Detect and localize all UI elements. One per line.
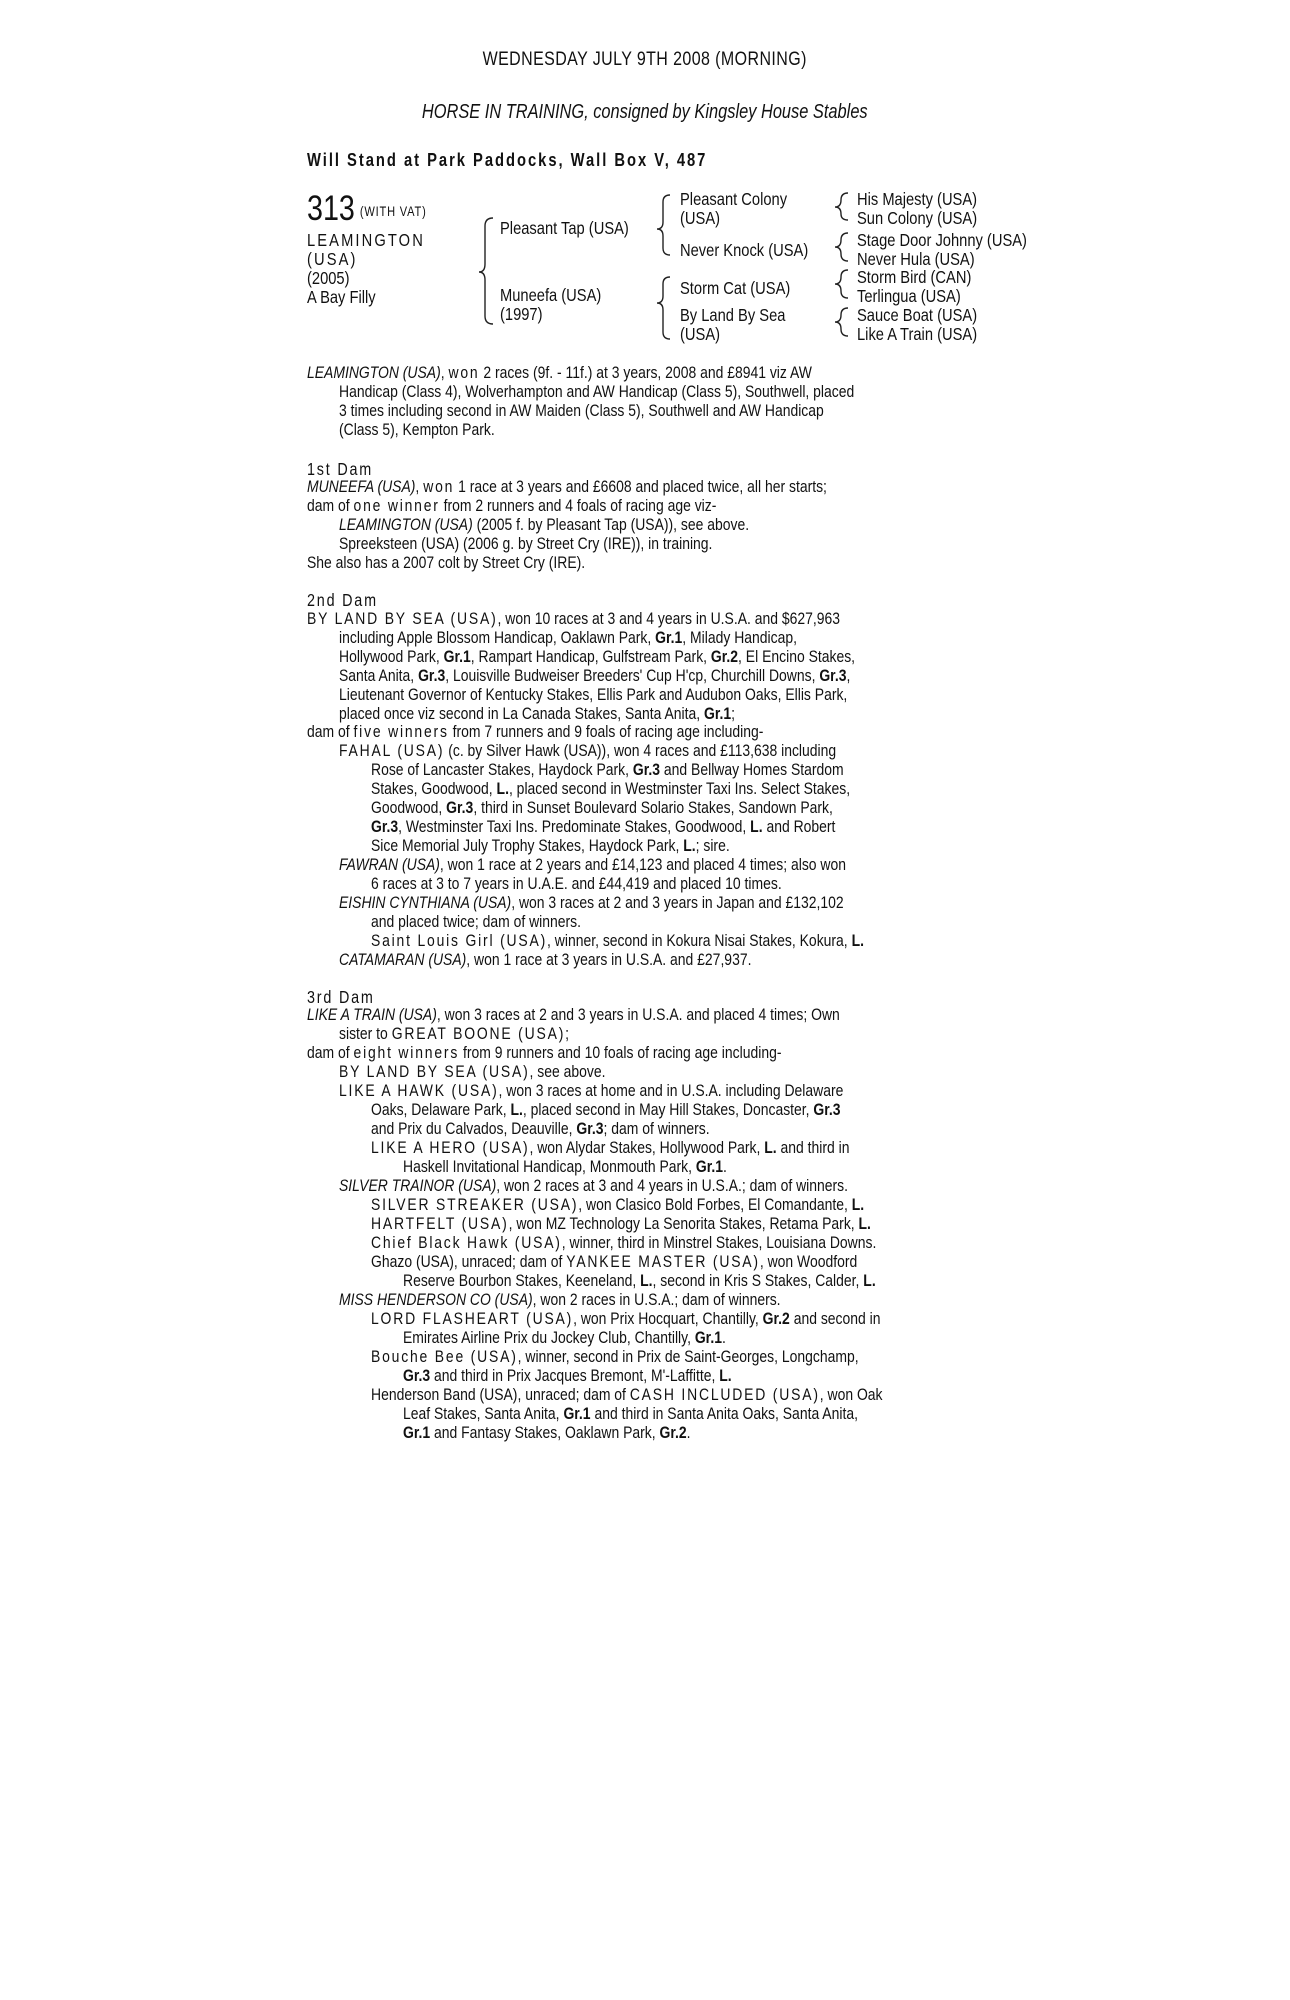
- ggs-1: His Majesty (USA): [857, 189, 978, 209]
- sire-sire: Pleasant Colony: [680, 189, 788, 209]
- ggs-5: Storm Bird (CAN): [857, 267, 972, 287]
- consignor-line: HORSE IN TRAINING, consigned by Kingsley House Stables: [422, 101, 868, 123]
- dam-dam-origin: (USA): [680, 324, 721, 344]
- ggs-8: Like A Train (USA): [857, 324, 978, 344]
- foaling-year: (2005): [307, 268, 350, 288]
- section-heading: 3rd Dam: [307, 987, 375, 1007]
- ggs-3: Stage Door Johnny (USA): [857, 230, 1027, 250]
- lot-number: 313 (WITH VAT): [307, 189, 427, 228]
- dam-year: (1997): [500, 304, 543, 324]
- horse-description: A Bay Filly: [307, 287, 376, 307]
- ggs-4: Never Hula (USA): [857, 249, 975, 269]
- catalogue-page: WEDNESDAY JULY 9TH 2008 (MORNING) HORSE IN TRAINING, consigned by Kingsley House Stables Will Stand at Park Paddocks, Wall Box V, 487 313 (WITH VAT) LEAMINGTON (USA) (2005) A Bay Filly Pleasant Tap (USA) Muneefa (USA) (1997) Pleasant Colony (USA) Never Knock (USA) Storm Cat (USA) By Land By Sea (USA) His Majesty (USA) Sun Colony (USA) Stage Door Johnny (USA) Never Hula (USA) Storm Bird (CAN) Terlingua (USA) Sauce Boat (USA) Like A Train (USA) LEAMINGTON (USA), won 2 races (9f. - 11f.) at 3 years, 2008 and £8941 viz AW Handicap (Class 4), Wolverhampton and AW Handicap (Class 5), Southwell, placed 3 times including second in AW Maiden (Class 5), Southwell and AW Handicap (Class 5), Kempton Park. 1st Dam MUNEEFA (USA), won 1 race at 3 years and £6608 and placed twice, all her starts; dam of one winner from 2 runners and 4 foals of racing age viz- LEAMINGTON (USA) (2005 f. by Pleasant Tap (USA)), see above. Spreeksteen (USA) (2006 g. by Street Cry (IRE)), in training. She also has a 2007 colt by Street Cry (IRE). 2nd Dam BY LAND BY SEA (USA), won 10 races at 3 and 4 years in U.S.A. and $627,963 including Apple Blossom Handicap, Oaklawn Park, Gr.1, Milady Handicap, Hollywood Park, Gr.1, Rampart Handicap, Gulfstream Park, Gr.2, El Encino Stakes, Santa Anita, Gr.3, Louisville Budweiser Breeders' Cup H'cp, Churchill Downs, Gr.3, Lieutenant Governor of Kentucky Stakes, Ellis Park and Audubon Oaks, Ellis Park, placed once viz second in La Canada Stakes, Santa Anita, Gr.1; dam of five winners from 7 runners and 9 foals of racing age including- FAHAL (USA) (c. by Silver Hawk (USA)), won 4 races and £113,638 including Rose of Lancaster Stakes, Haydock Park, Gr.3 and Bellway Homes Stardom Stakes, Goodwood, L., placed second in Westminster Taxi Ins. Select Stakes, Goodwood, Gr.3, third in Sunset Boulevard Solario Stakes, Sandown Park, Gr.3, Westminster Taxi Ins. Predominate Stakes, Goodwood, L. and Robert Sice Memorial July Trophy Stakes, Haydock Park, L.; sire. FAWRAN (USA), won 1 race at 2 years and £14,123 and placed 4 times; also won 6 races at 3 to 7 years in U.A.E. and £44,419 and placed 10 times. EISHIN CYNTHIANA (USA), won 3 races at 2 and 3 years in Japan and £132,102 and placed twice; dam of winners. Saint Louis Girl (USA), winner, second in Kokura Nisai Stakes, Kokura, L. CATAMARAN (USA), won 1 race at 3 years in U.S.A. and £27,937. 3rd Dam LIKE A TRAIN (USA), won 3 races at 2 and 3 years in U.S.A. and placed 4 times; Own sister to GREAT BOONE (USA); dam of eight winners from 9 runners and 10 foals of racing age including- BY LAND BY SEA (USA), see above. LIKE A HAWK (USA), won 3 races at home and in U.S.A. including Delaware Oaks, Delaware Park, L., placed second in May Hill Stakes, Doncaster, Gr.3 and Prix du Calvados, Deauville, Gr.3; dam of winners. LIKE A HERO (USA), won Alydar Stakes, Hollywood Park, L. and third in Haskell Invitational Handicap, Monmouth Park, Gr.1. SILVER TRAINOR (USA), won 2 races at 3 and 4 years in U.S.A.; dam of winners. SILVER STREAKER (USA), won Clasico Bold Forbes, El Comandante, L. HARTFELT (USA), won MZ Technology La Senorita Stakes, Retama Park, L. Chief Black Hawk (USA), winner, third in Minstrel Stakes, Louisiana Downs. Ghazo (USA), unraced; dam of YANKEE MASTER (USA), won Woodford Reserve Bourbon Stakes, Keeneland, L., second in Kris S Stakes, Calder, L. MISS HENDERSON CO (USA), won 2 races in U.S.A.; dam of winners. LORD FLASHEART (USA), won Prix Hocquart, Chantilly, Gr.2 and second in Emirates Airline Prix du Jockey Club, Chantilly, Gr.1. Bouche Bee (USA), winner, second in Prix de Saint-Georges, Longchamp, Gr.3 and third in Prix Jacques Bremont, M'-Laffitte, L. Henderson Band (USA), unraced; dam of CASH INCLUDED (USA), won Oak Leaf Stakes, Santa Anita, Gr.1 and third in Santa Anita Oaks, Santa Anita, Gr.1 and Fantasy Stakes, Oaklawn Park, Gr.2.: [0, 0, 1290, 2000]
- dam-name: Muneefa (USA): [500, 285, 602, 305]
- ggs-7: Sauce Boat (USA): [857, 305, 978, 325]
- ggs-2: Sun Colony (USA): [857, 208, 978, 228]
- stand-location: Will Stand at Park Paddocks, Wall Box V, 487: [307, 150, 708, 170]
- ggs-6: Terlingua (USA): [857, 286, 961, 306]
- vat-note: (WITH VAT): [359, 204, 427, 219]
- sire-name: Pleasant Tap (USA): [500, 218, 629, 238]
- horse-origin: (USA): [307, 249, 358, 269]
- section-heading: 1st Dam: [307, 459, 374, 479]
- sire-sire-origin: (USA): [680, 208, 721, 228]
- section-heading: 2nd Dam: [307, 590, 378, 610]
- horse-name: LEAMINGTON: [307, 230, 425, 250]
- dam-sire: Storm Cat (USA): [680, 278, 791, 298]
- dam-dam: By Land By Sea: [680, 305, 786, 325]
- sale-date-header: WEDNESDAY JULY 9TH 2008 (MORNING): [482, 48, 808, 70]
- sire-dam: Never Knock (USA): [680, 240, 809, 260]
